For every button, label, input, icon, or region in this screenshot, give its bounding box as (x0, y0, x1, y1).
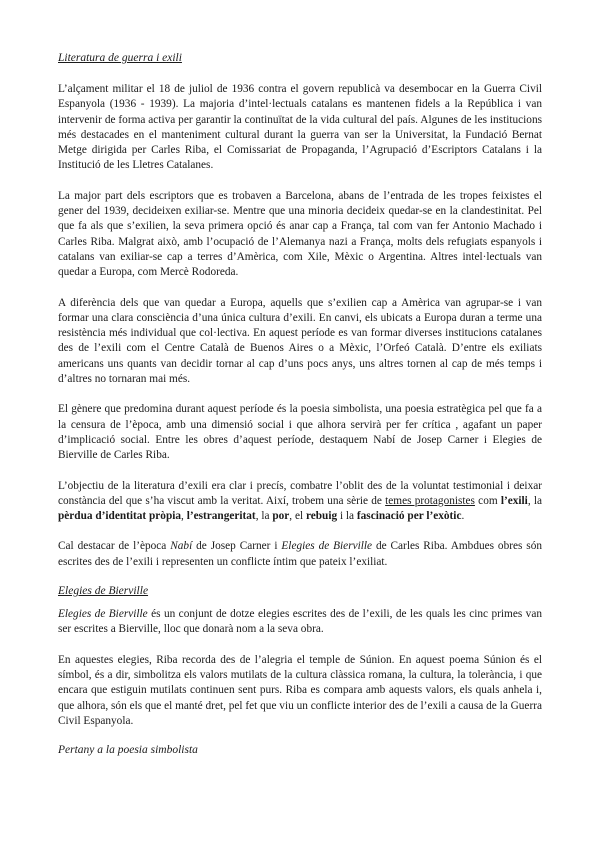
work-nabi: Nabí (170, 540, 193, 553)
p5-text-a: L’objectiu de la literatura d’exili era clar i precís, combatre l’oblit des de la voluntat testimonial i deixar constància del que s’ha viscut amb la veritat. Així, trobem una sèrie de (58, 479, 542, 507)
paragraph-6 (58, 539, 542, 570)
document-page (58, 52, 542, 774)
p7-text: és un conjunt de dotze elegies escrites des de l’exili, de les quals les cinc primes van ser escrites a Bierville, lloc que donarà nom a la seva obra. (58, 608, 542, 636)
underlined-phrase: temes protagonistes (385, 494, 475, 507)
work-elegies: Elegies de Bierville (281, 540, 373, 553)
theme-rebuig: rebuig (305, 510, 338, 523)
work-elegies-lead: Elegies de Bierville (58, 608, 148, 621)
paragraph-1: L’alçament militar el 18 de juliol de 1936 contra el govern republicà va desembocar en la Guerra Civil Espanyola (1936 - 1939). La majoria d’intel·lectuals catalans es mantenen fidels a la República i van intervenir de forma activa per garantir la continuïtat de la vida cultural del país. Algunes de les institucions més destacades en el manteniment cultural durant la guerra van ser la Universitat, la Fundació Bernat Metge dirigida per Carles Riba, el Comissariat de Propaganda, l’Agrupació d’Escriptors Catalans i la Institució de les Lletres Catalanes. (58, 83, 542, 172)
p5-sep-1: , la (527, 494, 543, 507)
p6-text-c: de Carles Riba. Ambdues obres són escrites des de l’exili i representen un conflicte íntim que pateix l’exiliat. (58, 540, 543, 568)
theme-perdua-identitat: pèrdua d’identitat pròpia (58, 510, 182, 523)
theme-estrangeritat: l’estrangeritat (186, 510, 256, 523)
paragraph-8: En aquestes elegies, Riba recorda des de l’alegria el temple de Súnion. En aquest poema Súnion és el símbol, és a dir, simbolitza els valors mutilats de la cultura clàssica romana, la cultura, la tolerància, i que encara que estiguin mutilats continuen sent purs. Riba es compara amb aquests valors, els quals anhela i, que alhora, són els que el manté dret, pel fet que viu un conflicte interior des de l’exili a causa de la Guerra Civil Espanyola. (58, 653, 542, 727)
paragraph-3: A diferència dels que van quedar a Europa, aquells que s’exilien cap a Amèrica van agrupar-se i van formar una clara consciència d’una única cultura d’exili. En canvi, els ubicats a Europa duran a terme una resistència més individual que col·lectiva. En aquest període es van formar diverses institucions catalanes des de l’exili com el Centre Català de Buenos Aires o a Mèxic, l’Orfeó Català. D’entre els exiliats americans uns quants van decidir tornar al cap d’uns pocs anys, uns altres tornen al cap de més temps i d’altres no tornaran mai més. (58, 296, 542, 386)
section-title-elegies: Elegies de Bierville (58, 585, 149, 598)
page-title: Literatura de guerra i exili (58, 52, 182, 64)
p5-sep-4: , el (289, 510, 306, 523)
section-title-simbolista: Pertany a la poesia simbolista (58, 744, 198, 757)
paragraph-4: El gènere que predomina durant aquest període és la poesia simbolista, una poesia estratègica pel que fa a la censura de l’època, amb una dimensió social i que alhora servirà per fer crítica , agafant un paper d’implicació social. Entre les obres d’aquest període, destaquem Nabí de Josep Carner i Elegies de Bierville de Carles Riba. (58, 403, 542, 462)
paragraph-7 (58, 607, 542, 638)
theme-exili: l’exili (500, 494, 528, 507)
p6-text-a: Cal destacar de l’època (58, 540, 171, 553)
p5-end: . (461, 510, 465, 523)
p6-text-b: de Josep Carner i (192, 540, 282, 553)
p5-sep-5: i la (337, 510, 357, 523)
theme-fascinacio-exotic: fascinació per l’exòtic (356, 510, 462, 523)
paragraph-5 (58, 479, 542, 525)
paragraph-2: La major part dels escriptors que es trobaven a Barcelona, abans de l’entrada de les tropes feixistes el gener del 1939, decideixen exiliar-se. Mentre que una minoria decideix quedar-se en la clandestinitat. Pel que fa als que s’exilien, la seva primera opció és anar cap a França, tal com van fer Antonio Machado i Carles Riba. Malgrat això, amb l’ocupació de l’Alemanya nazi a França, molts dels refugiats espanyols i catalans van exiliar-se cap a terres d’Amèrica, com Xile, Mèxic o Argentina. Altres intel·lectuals van quedar a Europa, com Mercè Rodoreda. (58, 189, 542, 279)
p5-text-b: com (474, 494, 501, 507)
theme-por: por (272, 510, 290, 523)
p5-sep-3: , la (255, 510, 273, 523)
p5-sep-2: , (181, 510, 187, 523)
